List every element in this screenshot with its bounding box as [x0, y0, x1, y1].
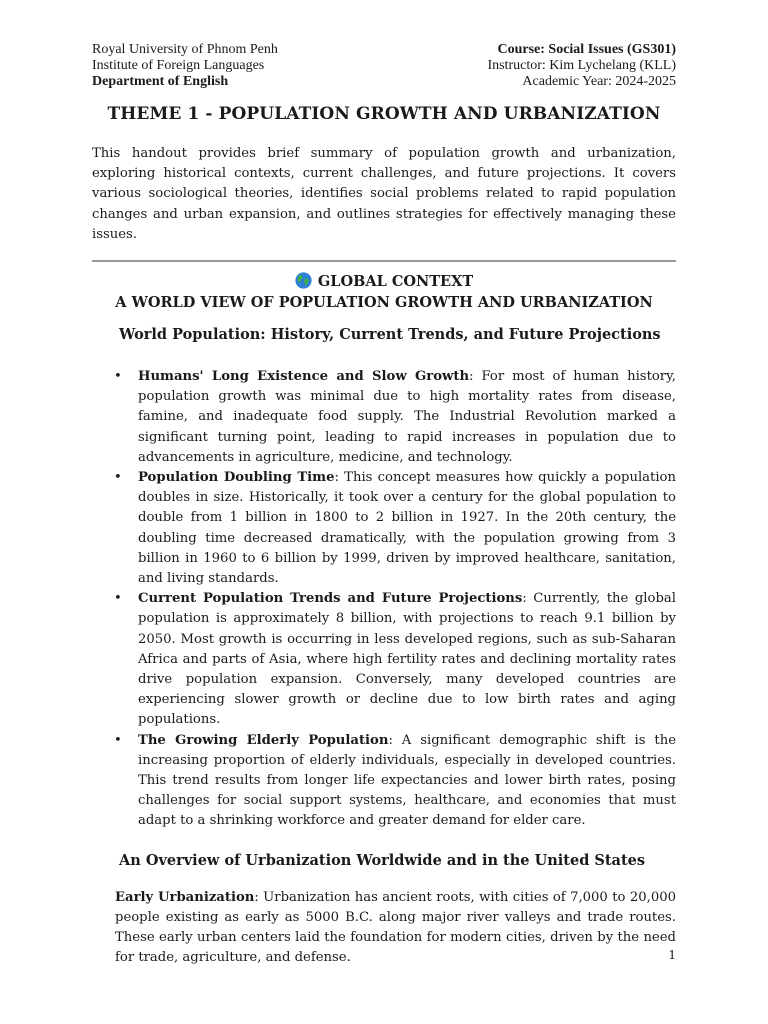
- bullet-text: : Currently, the global population is approximately 8 billion, with projections to reach 9.1 billion by 2050. Most growth is occurring in less developed regions, such as sub-Saharan Africa and parts of Asia, where high fertility rates and declining mortality rates drive population expansion. Conversely, many developed countries are experiencing slower growth or decline due to low birth rates and aging populations.: [138, 591, 676, 728]
- divider: [92, 260, 676, 262]
- university-name: Royal University of Phnom Penh: [92, 42, 278, 57]
- page-number: 1: [668, 948, 676, 962]
- list-item: • Humans' Long Existence and Slow Growth: For most of human history, population growth was minimal due to high mortality rates from disease, famine, and inadequate food supply. The Industrial Revolution marked a significant turning point, leading to rapid increases in population due to advancements in agriculture, medicine, and technology.: [114, 369, 677, 465]
- paragraph-text: : Urbanization has ancient roots, with cities of 7,000 to 20,000 people existing as early as 5000 B.C. along major river valleys and trade routes. These early urban centers laid the foundation for modern cities, driven by the need for trade, agriculture, and defense.: [115, 889, 676, 966]
- bullet-term: Humans' Long Existence and Slow Growth: [138, 369, 470, 385]
- header-right: [487, 42, 676, 90]
- section-title: [92, 271, 676, 293]
- instructor-name: Instructor: Kim Lychelang (KLL): [487, 58, 676, 73]
- globe-icon: [295, 272, 312, 289]
- course-name: Course: Social Issues (GS301): [497, 42, 676, 57]
- document-page: [92, 42, 676, 969]
- bullet-list: [92, 367, 676, 832]
- section-subtitle: A WORLD VIEW OF POPULATION GROWTH AND URBANIZATION: [115, 294, 653, 312]
- intro-paragraph: This handout provides brief summary of population growth and urbanization, exploring historical contexts, current challenges, and future projections. It covers various sociological theories, identifies social problems related to rapid population changes and urban expansion, and outlines strategies for effectively managing these issues.: [92, 146, 676, 242]
- list-item: • Population Doubling Time: This concept measures how quickly a population doubles in size. Historically, it took over a century for the global population to double from 1 billion in 1800 to 2 billion in 1927. In the 20th century, the doubling time decreased dramatically, with the population growing from 3 billion in 1960 to 6 billion by 1999, driven by improved healthcare, sanitation, and living standards.: [114, 470, 676, 587]
- document-header: [92, 42, 676, 90]
- bullet-text: : For most of human history, population growth was minimal due to high mortality rates from disease, famine, and inadequate food supply. The Industrial Revolution marked a significant turning point, leading to rapid increases in population due to advancements in agriculture, medicine, and technology.: [138, 369, 677, 465]
- subsection-heading-world-population: World Population: History, Current Trends, and Future Projections: [119, 326, 661, 344]
- bullet-term: Population Doubling Time: [138, 470, 335, 486]
- subsection-heading-urbanization: An Overview of Urbanization Worldwide and in the United States: [119, 851, 646, 869]
- section-title-text: GLOBAL CONTEXT: [317, 273, 474, 291]
- bullet-term: The Growing Elderly Population: [138, 732, 389, 748]
- paragraph-term: Early Urbanization: [115, 889, 255, 905]
- department-name: Department of English: [92, 74, 229, 89]
- bullet-text: : A significant demographic shift is the increasing proportion of elderly individuals, especially in developed countries. This trend results from longer life expectancies and lower birth rates, posing challenges for social support systems, healthcare, and economies that must adapt to a shrinking workforce and greater demand for elder care.: [138, 732, 676, 829]
- page-title: THEME 1 - POPULATION GROWTH AND URBANIZATION: [107, 104, 661, 124]
- header-left: [92, 42, 278, 90]
- institute-name: Institute of Foreign Languages: [92, 58, 265, 73]
- bullet-text: : This concept measures how quickly a population doubles in size. Historically, it took over a century for the global population to double from 1 billion in 1800 to 2 billion in 1927. In the 20th century, the doubling time decreased dramatically, with the population growing from 3 billion in 1960 to 6 billion by 1999, driven by improved healthcare, sanitation, and living standards.: [138, 470, 676, 587]
- bullet-term: Current Population Trends and Future Projections: [138, 591, 523, 607]
- early-urbanization-paragraph: [115, 888, 676, 969]
- list-item: • Current Population Trends and Future Projections: Currently, the global population is approximately 8 billion, with projections to reach 9.1 billion by 2050. Most growth is occurring in less developed regions, such as sub-Saharan Africa and parts of Asia, where high fertility rates and declining mortality rates drive population expansion. Conversely, many developed countries are experiencing slower growth or decline due to low birth rates and aging populations.: [114, 591, 676, 728]
- list-item: • The Growing Elderly Population: A significant demographic shift is the increasing proportion of elderly individuals, especially in developed countries. This trend results from longer life expectancies and lower birth rates, posing challenges for social support systems, healthcare, and economies that must adapt to a shrinking workforce and greater demand for elder care.: [114, 732, 676, 829]
- academic-year: Academic Year: 2024-2025: [522, 74, 676, 89]
